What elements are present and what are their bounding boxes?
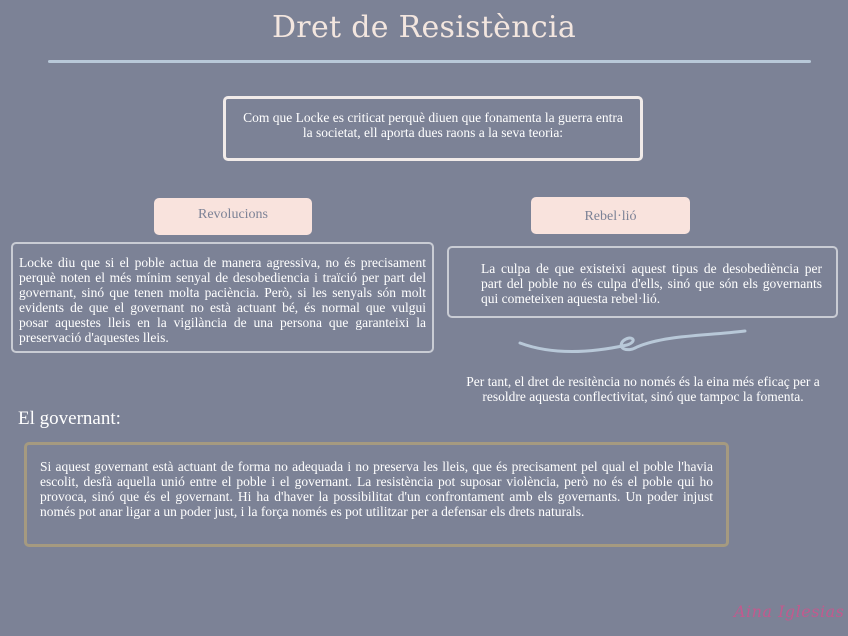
conclusion-text: Per tant, el dret de resitència no només és la eina més eficaç per a resoldre aquesta conflectivitat, sinó que tampoc la fomenta. <box>466 374 820 404</box>
intro-text: Com que Locke es criticat perquè diuen que fonamenta la guerra entra la societat, ell aporta dues raons a la seva teoria: <box>243 110 623 140</box>
rebellio-label: Rebel·lió <box>531 197 690 234</box>
title-divider <box>48 60 811 63</box>
revolucions-box <box>11 242 434 353</box>
revolucions-text: Locke diu que si el poble actua de manera agressiva, no és precisament perquè noten el més mínim senyal de desobediencia i traïció per part del governant, sinó que tenen molta paciència. Però, si les senyals són molt evidents de que el governant no està actuant bé, és normal que vulgui posar aquestes lleis en la vigilància de una persona que garanteixi la preservació d'aquestes lleis. <box>19 255 426 345</box>
page-title: Dret de Resistència <box>271 10 577 45</box>
author-signature: Aina Iglesias <box>734 602 845 621</box>
governant-text: Si aquest governant està actuant de forma no adequada i no preserva les lleis, que és precisament pel qual el poble l'havia escolit, desfà aquella unió entre el poble i el governant. La resistència pot suposar violència, però no és el poble qui ho provoca, sinó que és el governant. Hi ha d'haver la possibilitat d'un confrontament amb els governants. Un poder injust només pot anar ligar a un poder just, i la força només es pot utilitzar per a defensar els drets naturals. <box>40 459 713 519</box>
governant-heading: El governant: <box>18 408 121 429</box>
governant-box <box>24 442 729 547</box>
rebellio-text: La culpa de que existeixi aquest tipus de desobediència per part del poble no és culpa d'ells, sinó que són els governants qui cometeixen aquesta rebel·lió. <box>481 261 822 306</box>
revolucions-label: Revolucions <box>154 198 312 235</box>
intro-box <box>223 96 643 161</box>
rebellio-box <box>447 246 838 318</box>
swirl-divider-icon <box>515 328 750 358</box>
